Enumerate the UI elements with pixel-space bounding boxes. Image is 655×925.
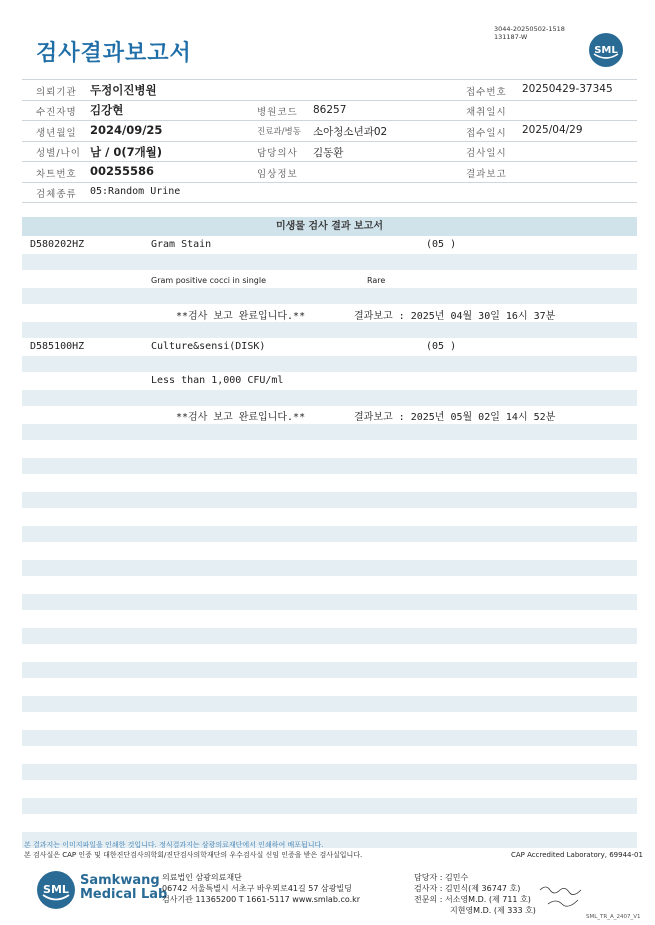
document-id-line1: 3044-20250502-1518 xyxy=(494,25,565,33)
info-divider xyxy=(22,141,637,142)
specimen-label: 검체종류 xyxy=(36,189,77,200)
row-band xyxy=(22,322,637,338)
logo-line2: Medical Lab xyxy=(80,887,168,902)
birth-value: 2024/09/25 xyxy=(90,123,163,137)
test1-report-time: 결과보고 : 2025년 04월 30일 16시 37분 xyxy=(354,311,556,322)
report-label: 결과보고 xyxy=(466,169,507,180)
footer-staff xyxy=(414,872,536,916)
receipt-date-label: 접수일시 xyxy=(466,128,507,139)
row-band xyxy=(22,356,637,372)
form-code: SML_TR_A_2407_V1 xyxy=(586,914,641,920)
hospital-code-label: 병원코드 xyxy=(257,107,298,118)
requester-value: 두정이진병원 xyxy=(90,83,157,97)
staff4-value: 지현영M.D. (제 333 호) xyxy=(450,906,536,915)
name-label: 수진자명 xyxy=(36,107,77,118)
test-date-label: 검사일시 xyxy=(466,148,507,159)
receipt-no-label: 접수번호 xyxy=(466,87,507,98)
test1-number: (05 ) xyxy=(426,239,457,250)
row-band xyxy=(22,560,637,576)
row-band xyxy=(22,492,637,508)
sml-logo-icon xyxy=(588,32,624,68)
receipt-no-value: 20250429-37345 xyxy=(522,83,613,95)
row-band xyxy=(22,764,637,780)
section-title: 미생물 검사 결과 보고서 xyxy=(22,217,637,236)
test2-finding: Less than 1,000 CFU/ml xyxy=(151,375,284,386)
signature-icon xyxy=(538,880,588,910)
staff1-value: 김민수 xyxy=(444,873,469,882)
row-band xyxy=(22,424,637,440)
report-title: 검사결과보고서 xyxy=(36,41,192,66)
row-band xyxy=(22,696,637,712)
test2-number: (05 ) xyxy=(426,341,457,352)
test2-report-time: 결과보고 : 2025년 05월 02일 14시 52분 xyxy=(354,412,556,423)
row-band xyxy=(22,730,637,746)
logo-line1: Samkwang xyxy=(80,873,160,888)
sex-age-value: 남 / 0(7개월) xyxy=(90,145,163,159)
info-divider xyxy=(22,161,637,162)
info-divider xyxy=(22,120,637,121)
sml-footer-logo-icon xyxy=(36,870,76,910)
row-band xyxy=(22,254,637,270)
info-divider xyxy=(22,79,637,80)
info-divider xyxy=(22,100,637,101)
cap-accreditation: CAP Accredited Laboratory, 69944-01 xyxy=(511,851,643,859)
staff2-value: 김민식(제 36747 호) xyxy=(444,884,521,893)
footer-org xyxy=(162,872,360,905)
doctor-value: 김동환 xyxy=(313,147,344,159)
test1-name: Gram Stain xyxy=(151,239,212,250)
test1-finding: Gram positive cocci in single xyxy=(151,276,267,285)
org-address: 06742 서울특별시 서초구 바우뫼로41길 57 삼광빌딩 xyxy=(162,884,352,893)
department-label: 진료과/병동 xyxy=(257,127,301,137)
requester-label: 의뢰기관 xyxy=(36,87,77,98)
row-band xyxy=(22,662,637,678)
test2-code: D585100HZ xyxy=(30,341,85,352)
specimen-value: 05:Random Urine xyxy=(90,186,181,197)
doctor-label: 담당의사 xyxy=(257,148,298,159)
row-band xyxy=(22,288,637,304)
chart-value: 00255586 xyxy=(90,164,155,178)
test1-code: D580202HZ xyxy=(30,239,85,250)
receipt-date-value: 2025/04/29 xyxy=(522,124,583,136)
department-value: 소아청소년과02 xyxy=(313,126,388,138)
row-band xyxy=(22,594,637,610)
footer-note-image: 본 결과지는 이미지파일을 인쇄한 것입니다. 정식결과지는 삼광의료재단에서 인쇄하여 배포됩니다. xyxy=(24,841,324,849)
footer-logo-text: SML xyxy=(43,883,69,896)
org-contact: 검사기관 11365200 T 1661-5117 www.smlab.co.kr xyxy=(162,895,361,904)
chart-label: 차트번호 xyxy=(36,169,77,180)
document-id-line2: 131187-W xyxy=(494,33,528,41)
row-band xyxy=(22,390,637,406)
staff3-value: 서소영M.D. (제 711 호) xyxy=(444,895,531,904)
name-value: 김강현 xyxy=(90,103,124,117)
staff1-label: 담당자 : xyxy=(414,873,443,882)
birth-label: 생년월일 xyxy=(36,128,77,139)
org-name: 의료법인 삼광의료재단 xyxy=(162,873,242,882)
sex-age-label: 성별/나이 xyxy=(36,148,81,159)
footer-note-cap: 본 검사실은 CAP 인증 및 대한진단검사의학회/진단검사의학재단의 우수검사실 신임 인증을 받은 검사실입니다. xyxy=(24,851,363,859)
test2-complete: **검사 보고 완료입니다.** xyxy=(176,412,306,423)
info-divider xyxy=(22,202,637,203)
test1-grade: Rare xyxy=(367,276,386,285)
hospital-code-value: 86257 xyxy=(313,104,347,116)
row-band xyxy=(22,798,637,814)
row-band xyxy=(22,628,637,644)
staff2-label: 검사자 : xyxy=(414,884,443,893)
footer-logo-wordmark xyxy=(80,874,167,902)
test2-name: Culture&sensi(DISK) xyxy=(151,341,266,352)
staff3-label: 전문의 : xyxy=(414,895,443,904)
row-band xyxy=(22,458,637,474)
test1-complete: **검사 보고 완료입니다.** xyxy=(176,311,306,322)
logo-text: SML xyxy=(594,45,618,56)
clinical-info-label: 임상정보 xyxy=(257,169,298,180)
document-id xyxy=(494,25,565,41)
info-divider xyxy=(22,182,637,183)
row-band xyxy=(22,526,637,542)
collection-date-label: 채취일시 xyxy=(466,107,507,118)
